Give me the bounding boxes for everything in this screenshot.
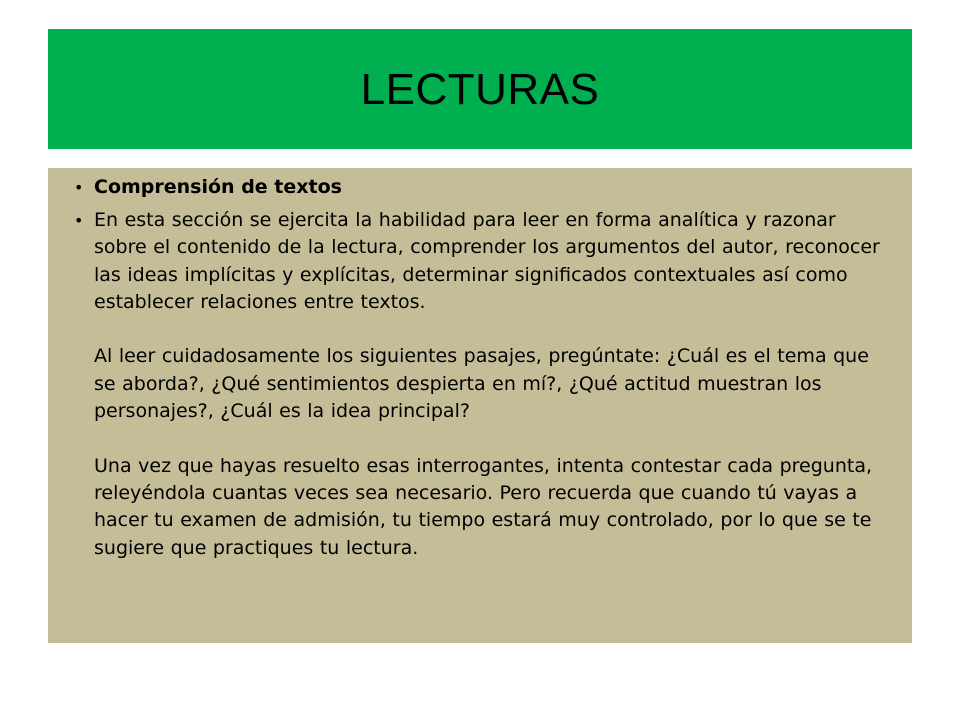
paragraph-intro: En esta sección se ejercita la habilidad para leer en forma analítica y razonar sobre el contenido de la lectura, comprender los argumentos del autor, reconocer las ideas implícitas y explícitas, determinar significados contextuales así como establecer relaciones entre textos. [94,209,880,313]
title-bar [48,29,912,149]
bullet-item-heading [74,174,892,200]
paragraph-advice: Una vez que hayas resuelto esas interrogantes, intenta contestar cada pregunta, releyéndola cuantas veces sea necesario. Pero recuerda que cuando tú vayas a hacer tu examen de admisión, tu tiempo estará muy controlado, por lo que se te sugiere que practiques tu lectura. [94,454,872,559]
section-heading: Comprensión de textos [94,176,342,198]
content-box [48,168,912,643]
bullet-icon: • [74,211,84,230]
paragraph-questions: Al leer cuidadosamente los siguientes pasajes, pregúntate: ¿Cuál es el tema que se aborda?, ¿Qué sentimientos despierta en mí?, ¿Qué actitud muestran los personajes?, ¿Cuál es la idea principal? [94,345,869,423]
bullet-item-body [74,207,892,562]
bullet-list [74,174,892,562]
slide-title: LECTURAS [360,65,600,114]
bullet-icon: • [74,178,84,197]
